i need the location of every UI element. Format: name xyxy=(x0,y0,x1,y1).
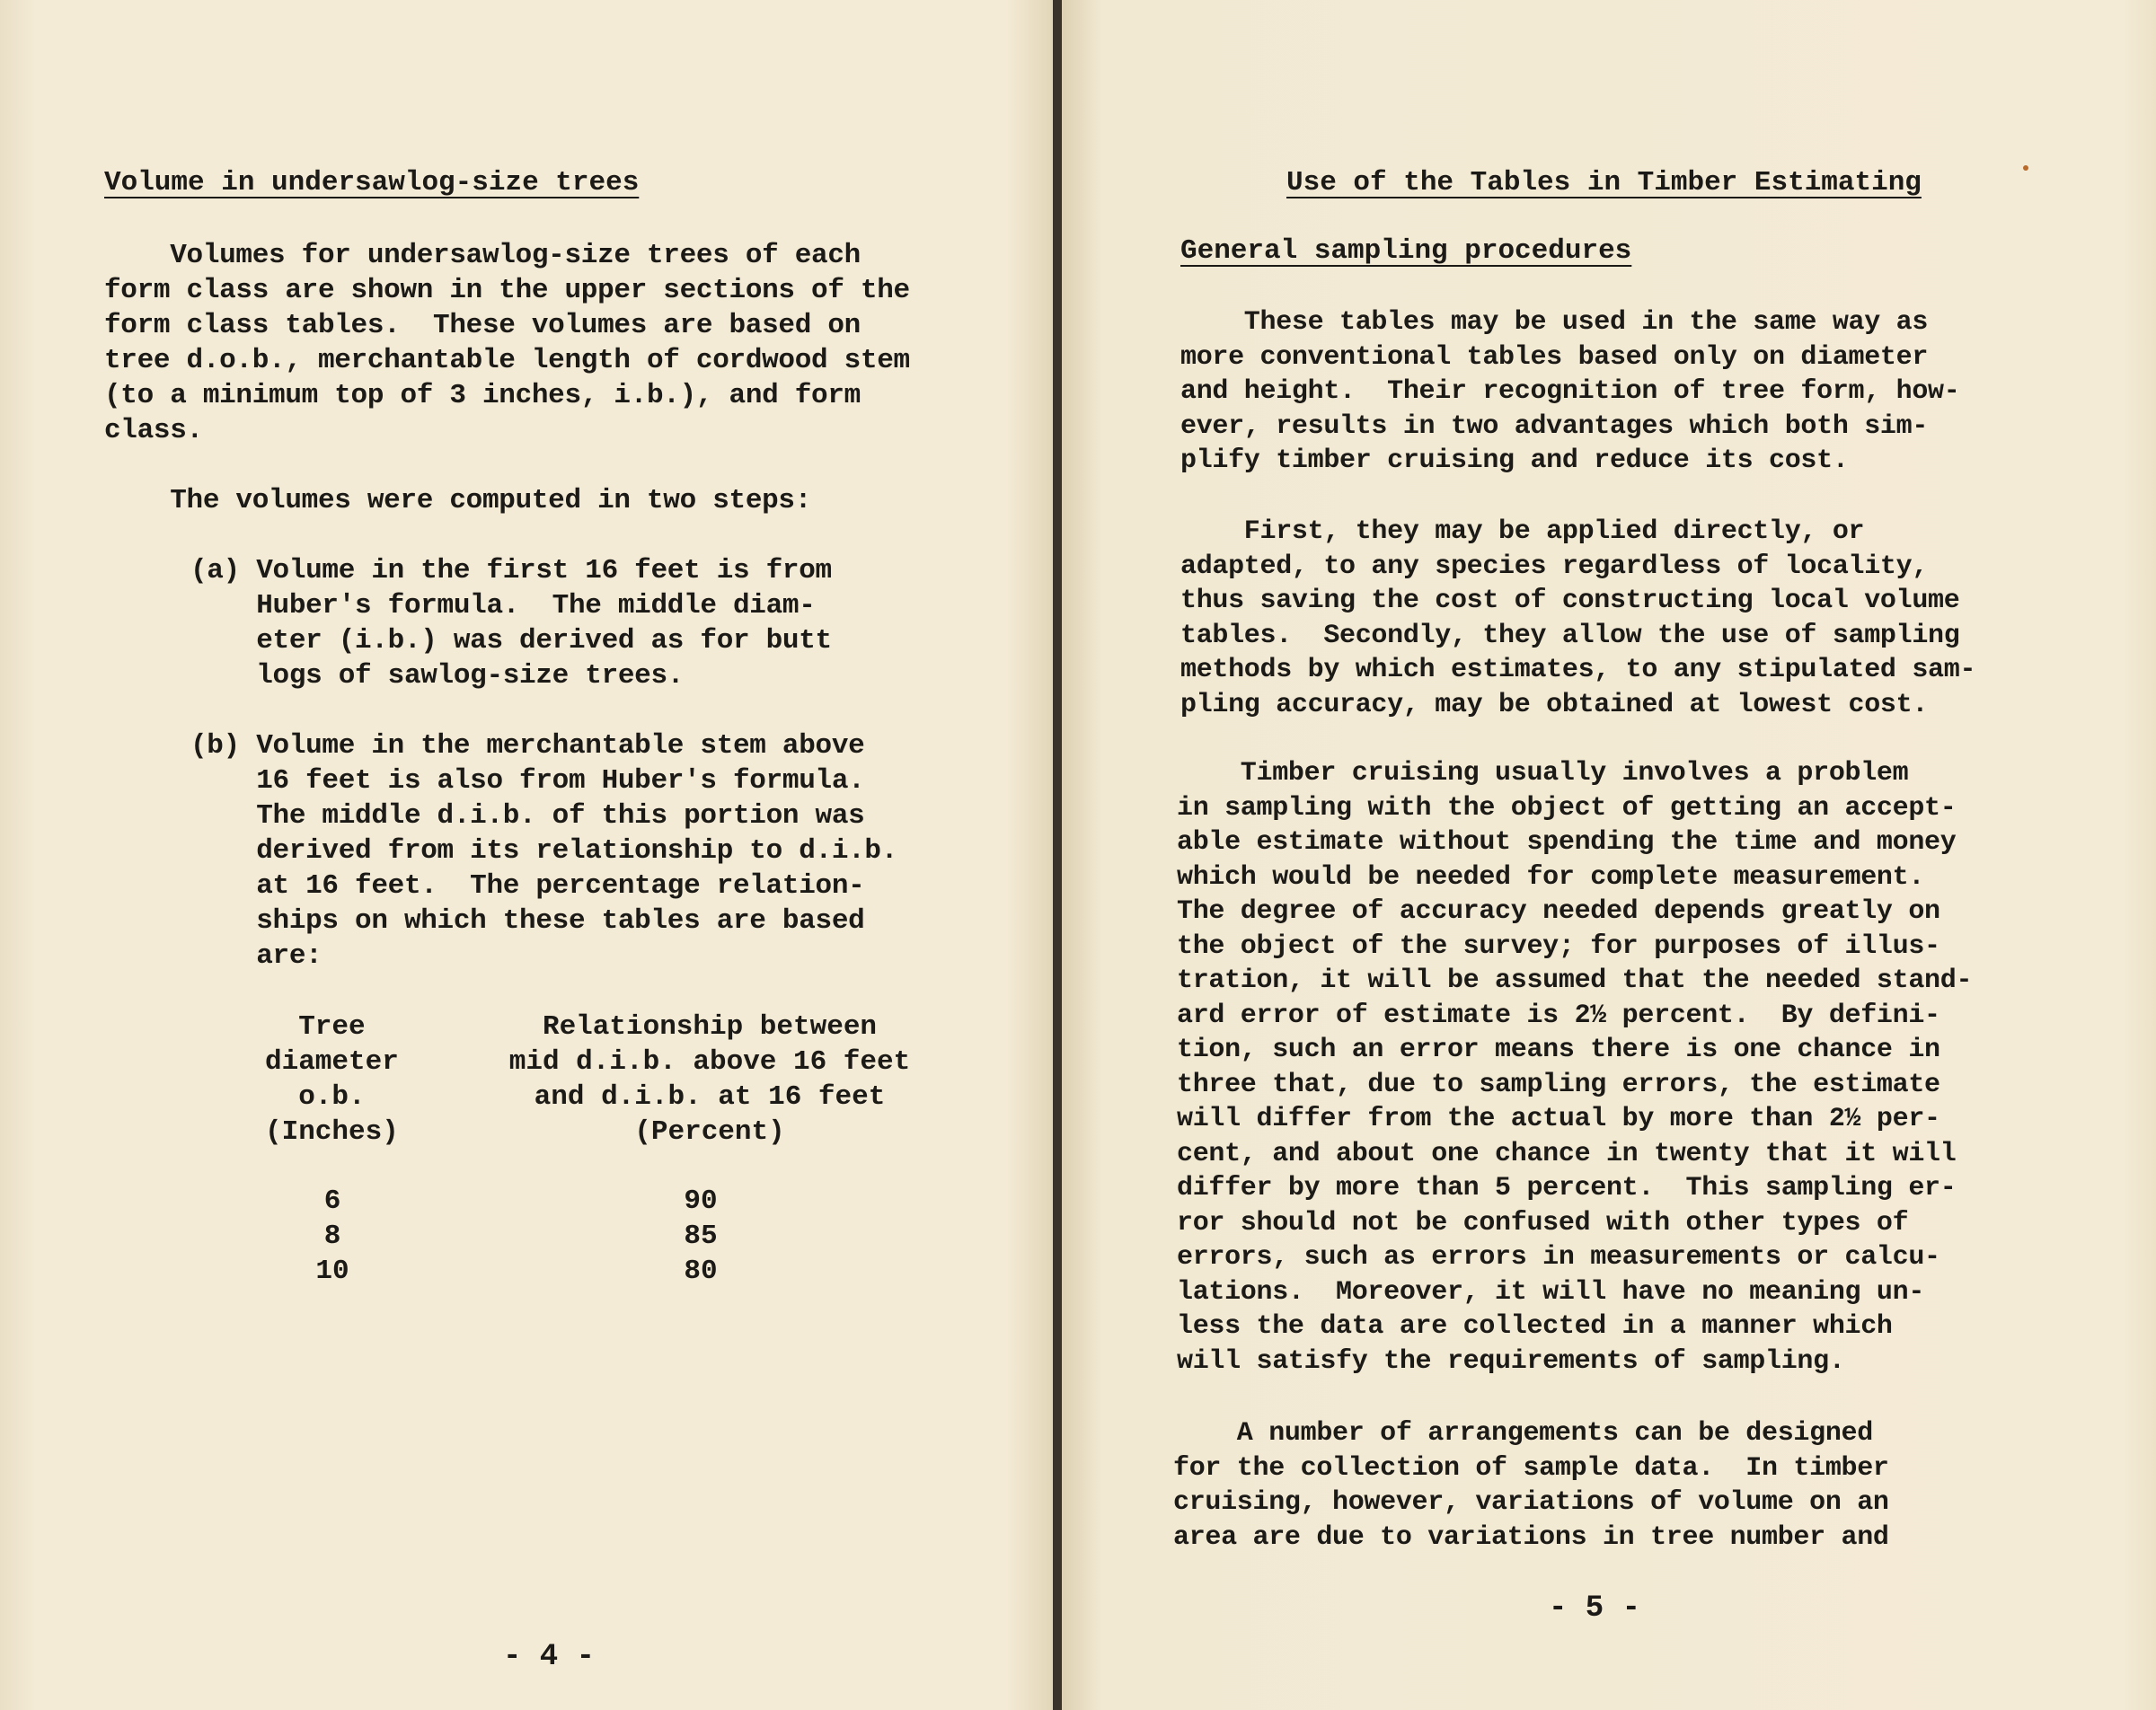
list-item-b: (b) Volume in the merchantable stem above 16 feet is also from Huber's formula. The middle d.i.b. of this portion was derived from its relationship to d.i.b. at 16 feet. The percentage relation- ships on which these tables are based are: xyxy=(190,730,898,972)
table-cell: 10 xyxy=(315,1256,349,1287)
table-cell: 85 xyxy=(684,1221,718,1252)
left-paragraph-2: The volumes were computed in two steps: xyxy=(104,485,812,516)
table-column-percent xyxy=(665,1184,737,1289)
right-paragraph-3: Timber cruising usually involves a problem in sampling with the object of getting an accept- able estimate without spending the time and money which would be needed for complete measurement. The degree of accuracy needed depends greatly on the object of the survey; for purposes of illus- tration, it will be assumed that the needed stand- ard error of estimate is 2½ percent. By defini- tion, such an error means there is one chance in three that, due to sampling errors, the estimate will differ from the actual by more than 2½ per- cent, and about one chance in twenty that it will differ by more than 5 percent. This sampling er- ror should not be confused with other types of errors, such as errors in measurements or calcu- lations. Moreover, it will have no meaning un- less the data are collected in a manner which will satisfy the requirements of sampling. xyxy=(1177,758,1973,1377)
left-heading: Volume in undersawlog-size trees xyxy=(104,167,640,198)
page-number-left: - 4 - xyxy=(503,1640,596,1674)
left-page xyxy=(0,0,1053,1710)
right-paragraph-2: First, they may be applied directly, or adapted, to any species regardless of locality, thus saving the cost of constructing local volume tables. Secondly, they allow the use of sampling methods by which estimates, to any stipulated sam- pling accuracy, may be obtained at lowest cost. xyxy=(1180,516,1976,720)
table-cell: 6 xyxy=(323,1186,341,1217)
page-number-right: - 5 - xyxy=(1549,1591,1641,1626)
right-heading: Use of the Tables in Timber Estimating xyxy=(1286,167,1922,198)
right-page xyxy=(1062,0,2156,1710)
table-cell: 8 xyxy=(323,1221,341,1252)
table-cell: 80 xyxy=(684,1256,718,1287)
table-header-diameter: Tree diameter o.b. (Inches) xyxy=(265,1011,399,1148)
right-paragraph-4: A number of arrangements can be designed for the collection of sample data. In timber cruising, however, variations of volume on an area are due to variations in tree number and xyxy=(1173,1418,1889,1553)
list-item-a: (a) Volume in the first 16 feet is from Huber's formula. The middle diam- eter (i.b.) was derived as for butt logs of sawlog-size trees. xyxy=(190,555,832,692)
table-column-diameter xyxy=(296,1184,368,1289)
right-subheading: General sampling procedures xyxy=(1180,235,1632,267)
left-paragraph-1: Volumes for undersawlog-size trees of each form class are shown in the upper sections of the form class tables. These volumes are based on tree d.o.b., merchantable length of cordwood stem (to a minimum top of 3 inches, i.b.), and form class. xyxy=(104,240,910,446)
book-gutter xyxy=(1053,0,1062,1710)
table-cell: 90 xyxy=(684,1186,718,1217)
right-paragraph-1: These tables may be used in the same way as more conventional tables based only on diameter and height. Their recognition of tree form, how- ever, results in two advantages which both sim- plify timber cruising and reduce its cost. xyxy=(1180,307,1960,476)
table-header-relationship: Relationship between mid d.i.b. above 16 feet and d.i.b. at 16 feet (Percent) xyxy=(508,1011,911,1148)
paper-speck xyxy=(2023,165,2028,171)
